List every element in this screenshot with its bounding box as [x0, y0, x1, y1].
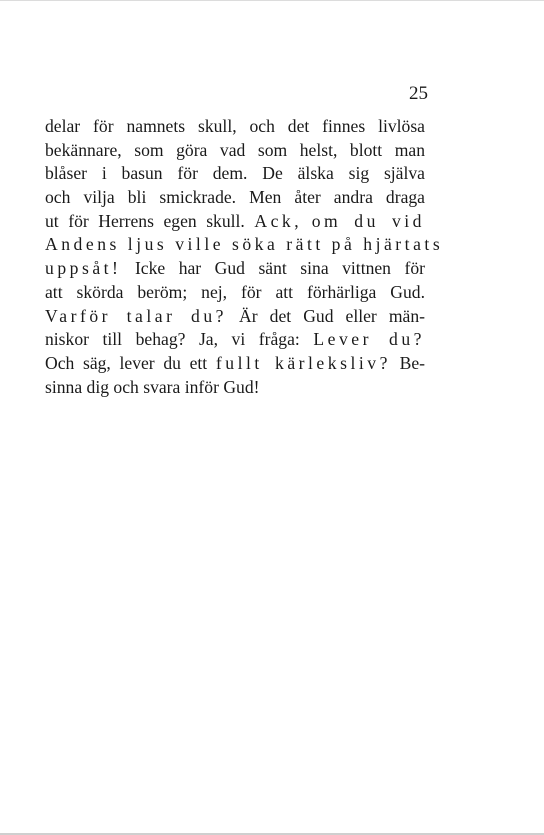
page-top-edge [0, 0, 544, 1]
text-line [45, 257, 425, 281]
text-line: och vilja bli smickrade. Men åter andra draga [45, 187, 425, 208]
text-line: Andens ljus ville söka rätt på hjärtats [45, 234, 444, 255]
body-text [45, 115, 444, 399]
text-span: Icke har Gud sänt sina vittnen för [134, 258, 425, 279]
spaced-emphasis: om du vid [311, 210, 425, 231]
text-line: bekännare, som göra vad som helst, blott man [45, 139, 425, 160]
spaced-emphasis: Ack, [254, 210, 303, 231]
text-line [45, 305, 425, 329]
text-span: Är det Gud eller män- [239, 305, 425, 326]
text-line [45, 210, 425, 234]
spaced-emphasis: fullt kärleksliv? [215, 352, 391, 373]
text-line [45, 352, 425, 376]
text-line: att skörda beröm; nej, för att förhärliga Gud. [45, 281, 425, 302]
text-line [45, 328, 425, 352]
spaced-emphasis: Varför talar du? [45, 305, 227, 326]
text-span: Be- [399, 352, 426, 373]
text-line: delar för namnets skull, och det finnes livlösa [45, 116, 425, 136]
spaced-emphasis: uppsåt! [45, 258, 122, 279]
text-span: Och säg, lever du ett [45, 352, 208, 373]
text-span: ut för Herrens egen skull. [45, 210, 245, 231]
text-line: blåser i basun för dem. De älska sig själva [45, 163, 425, 184]
page-number: 25 [409, 83, 428, 104]
text-line: sinna dig och svara inför Gud! [45, 376, 260, 397]
text-span: niskor till behag? Ja, vi fråga: [45, 329, 300, 350]
spaced-emphasis: Lever du? [313, 329, 425, 350]
